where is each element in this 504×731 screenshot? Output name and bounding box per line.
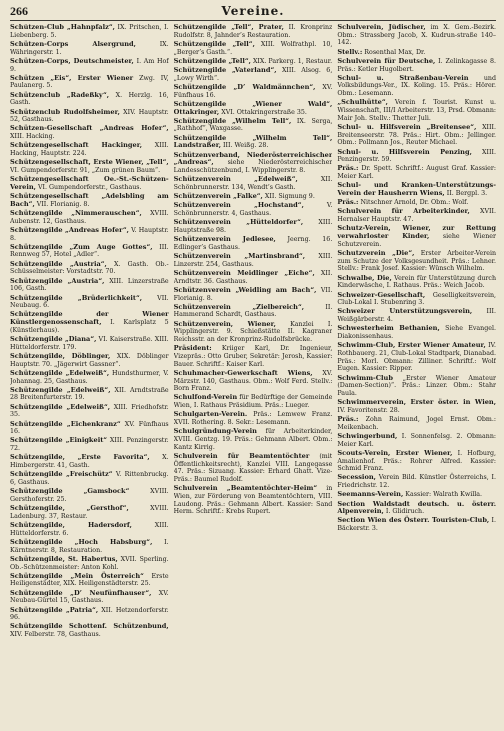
directory-entry [174,135,333,150]
entry-name: Schweizer Unterstützungsverein, [337,307,473,316]
directory-entry [10,623,169,638]
entry-text: Verein für Unterstützung durch Kinderwäsche, I. Rathaus. Präs.: Weich Jacob. [337,274,496,290]
entry-name: Schützengilde „Eichenkranz“ [10,419,121,428]
entry-text: VII. Neubaug. 6. [10,294,169,310]
entry-name: Schützengesellschaft Oe.-St.-Schützen-Verein, [10,175,169,191]
entry-name: Schützengilde „Edelweiß“, [10,368,110,377]
entry-name: Schulgründung-Verein [173,427,257,436]
entry-text: IV. Rothbauerg. 21, Club-Lokal Stadtpark, Dianabad. Präs.: Morl. Obmann: Zilliner. Schriftf.: Wolf Eugen. Kassier: Ripper. [337,342,496,373]
entry-text: X. Gasth. Ob.-Schüsselmeister: Vorstadtstr. 70. [10,260,169,276]
directory-entry [174,428,333,451]
directory-entry [174,24,333,39]
directory-entry [10,295,169,310]
entry-text: XII. Hetzendorferstr. 96. [10,606,169,622]
entry-text: Erste Heiligenstädter, XIX. Heiligenstädterstr. 25. [10,572,169,588]
directory-entry [337,292,496,307]
entry-text: (mit Öffentlichkeitsrecht), Kanzlei VIII. Langegasse 47. Präs.: Sizuang. Kassier: Erhard Ghatt. Vize-Präs.: Baumel Rudolf. [173,452,333,483]
directory-entry [337,399,496,414]
entry-name: Präs.: [337,164,359,173]
directory-entry [337,182,496,197]
entry-name: Präs.: [337,198,359,207]
entry-name: Schützengilde „Vaterland“, [173,66,277,75]
directory-entry [10,437,169,452]
directory-entry [10,159,169,174]
directory-entry [10,244,169,259]
entry-text: IX. Serga, „Rathhof“, Waxgasse. [173,117,333,133]
entry-name: Schutzverein „Die“, [337,248,415,257]
directory-entry [174,287,333,302]
entry-text: XV. Neubau-Gürtel 15, Gasthaus. [10,589,169,605]
entry-text: III. Weißg. 28. [223,142,269,150]
entry-name: Schützenverein Meidlinger „Eiche“, [173,268,315,277]
entry-text: siehe Niederösterreichischer Landesschützenbund, I. Wipplingerstr. 8. [173,159,333,174]
directory-entry [10,92,169,107]
entry-text: V. Rittenbruckg. 6, Gasthaus. [10,471,169,486]
entry-text: XVIII. Aubenstr. 12, Gasthaus. [10,209,169,225]
directory-entry [337,325,496,340]
entry-name: Schützengilde, Hadersdorf, [10,520,132,529]
entry-name: Schützengilde „Brüderlichkeit“, [10,293,143,302]
directory-entry [337,24,496,47]
directory-entry [337,275,496,290]
entry-name: Schul- und Kranken-Unterstützungs-Verein der Hausherrn Wiens, [337,181,496,198]
directory-entry [337,433,496,448]
directory-entry [174,321,333,344]
entry-name: Schützengilde „D’ Neufünfhauser“, [10,588,152,597]
entry-name: Schützengilde „Tell“, [173,56,251,65]
directory-entry [174,219,333,234]
directory-entry [337,501,496,516]
entry-name: Schützenverein, Wiener, [173,319,276,328]
directory-entry [174,370,333,393]
entry-text: I. Hofburg, Amalienhof. Präs.: Rohrer Alfred. Kassier: Schmid Franz. [337,449,496,473]
directory-entry [10,41,169,56]
entry-text: III. Weißgärberstr. 4. [337,308,496,324]
entry-name: Schützengilde „Diana“, [10,335,97,344]
entry-name: Schützengilde der Wiener Künstlergenossenschaft, [10,310,169,327]
entry-text: XIV. Hauptstr. 52, Gasthaus. [10,108,169,124]
entry-name: Schwingerbund, [337,431,398,440]
entry-text: XVII. Hernalser Hauptstr. 47. [337,208,496,224]
entry-name: Schutz-Verein, Wiener, zur Rettung verwahrloster Kinder, [337,224,496,241]
entry-text: XIX. Parkerg. 1, Restaur. [252,57,333,65]
entry-text: V. Schönbrunnerstr. 4, Gasthaus. [173,202,333,217]
entry-name: Schwimm-Club [337,373,393,382]
entry-text: I. Glidiruch. [385,508,425,516]
entry-name: Schützengilde „Tell“, [173,39,255,48]
directory-entry [174,270,333,285]
directory-entry [10,311,169,334]
entry-text: XIII. Linzerstr. 254, Gasthaus. [173,252,333,268]
entry-text: II. Bergpl. 3. [446,190,488,198]
entry-text: XIII. Breitenseerstr. 78. Präs.: Hirt. Obm.: Jellinger. Obm.: Pollmann Jos., Reuter Michael. [337,123,496,147]
entry-name: Schützenverein „Falke“, [173,192,263,201]
entry-text: „Erster Wiener Amateur (Damen-Section)“. Präs.: Linzer. Obm.: Stahr Paula. [337,374,496,397]
directory-entry [174,41,333,56]
entry-text: Rosenthal Max, Dr. [364,48,426,56]
directory-entry [174,152,333,175]
entry-name: Schützengilde Schottenf. Schützenbund, [10,622,169,631]
entry-name: Schulverein für Deutsche, [337,56,436,65]
entry-text: VI. Gumpendorferstr. 91, „Zum grünen Baum“. [10,166,161,174]
entry-text: XIII. Penzingerstr. 59. [337,148,496,164]
entry-name: Schützengilde „Gamsbock“ [10,487,130,496]
entry-name: Schützen-Gesellschaft „Andreas Hofer“, [10,124,169,133]
directory-entry [337,474,496,489]
directory-entry [174,394,333,409]
directory-entry [10,278,169,293]
entry-text: XII. Schönbrunnerstr. 134, Wendt’s Gasth. [173,176,333,191]
directory-entry [337,250,496,273]
entry-name: Schützengilde „Freischütz“ [10,470,113,479]
entry-text: XIII. Hütteldorferstr. 6. [10,521,169,537]
entry-name: Schützengilde, „Gersthof“, [10,504,129,513]
entry-name: Schützengilde „Austria“, [10,276,105,285]
entry-name: Stellv.: [337,47,363,56]
entry-name: Schützenverein „Hütteldorfer“, [173,218,304,227]
directory-entry [10,387,169,402]
entry-text: IX. Währingerstr. 1. [10,40,169,56]
entry-name: Schützengilde „Wilhelm Tell“, Landstraßer, [173,133,333,150]
directory-entry [10,590,169,605]
entry-name: Schützenverein „Weidling am Bach“, [173,285,317,294]
entry-text: I. Kärntnerstr. 8, Restauration. [10,538,169,554]
entry-text: Zwg. IV, Paulanerg. 5. [10,74,169,90]
page-title: Vereine. [221,4,285,18]
entry-text: Geselligkeitsverein, Club-Lokal I. Stubenring 3. [337,291,496,307]
entry-text: XIII. Wolfrathpl. 10, „Berger’s Gasth.“. [173,40,333,56]
entry-name: Schützengilde, Döblinger, [10,351,111,360]
entry-text: X. Herzlg. 16, Gasth. [10,91,169,107]
directory-entry [10,261,169,276]
entry-text: I. Am Hof 9. [10,57,169,73]
directory-entry [174,304,333,319]
entry-text: XVIII. Gersthoferstr. 25. [10,488,169,503]
entry-name: Schützengilde „Wilhelm Tell“, [173,116,292,125]
column-right [337,24,496,728]
entry-name: Schützenverein Jedlesee, [173,235,276,244]
directory-entry [174,118,333,133]
entry-name: Schützengilde „Zum Auge Gottes“, [10,242,153,251]
entry-text: XIII. Alsog. 6, „Lowy Wirth“. [173,67,333,82]
directory-entry [337,75,496,98]
directory-entry [174,193,333,201]
entry-text: XVIII. Ladenburg. 37, Restaur. [10,505,169,520]
directory-entry [174,58,333,66]
directory-entry [174,84,333,99]
entry-name: Schützengilde „Tell“, Prater, [173,24,284,31]
directory-entry [10,142,169,157]
entry-text: siehe Wiener Schutzverein. [337,233,496,248]
entry-name: Schützenclub „Radeßky“, [10,90,110,99]
directory-entry [10,471,169,486]
entry-text: XII. Sigmung 9. [264,193,315,201]
directory-entry [10,125,169,140]
entry-text: Nitschner Arnold, Dr. Obm.: Wolf. [360,199,469,207]
entry-name: Section Waldstadt deutsch. u. österr. Alpenverein, [337,499,496,516]
directory-entry [10,539,169,554]
entry-text: in Wien, zur Förderung von Beamtentöchtern, VIII. Laudong. Präs.: Gehmann Albert. Kassier: Sand Herm. Schriftf.: Krebs Rupert. [173,485,333,516]
entry-name: Präsident: [173,344,212,353]
entry-text: XIII. Hauptstraße 98. [173,219,333,234]
entry-name: Schützengilde „Einigkeit“ [10,436,108,445]
directory-entry [337,58,496,73]
directory-entry [174,411,333,426]
entry-text: für Bedürftige der Gemeinde Wien, I. Rathaus Präsidium. Präs.: Lueger. [173,394,333,410]
entry-name: Schützen-Corps, Deutschmeister, [10,56,134,65]
entry-text: I. Zelinkagasse 8. Präs.: Ketler Hugolbert. [337,57,496,73]
entry-text: II. Hammerand Schardt, Gasthaus. [173,303,333,319]
entry-text: VII. Florianig. 8. [173,286,333,302]
entry-text: XIII. Friedhofstr. 35. [10,403,169,419]
entry-name: Schützenverein „Martinsbrand“, [173,251,306,260]
entry-text: Präs.: Lemwew Franz. XVII. Rothering. 8. Sekr.: Lesemann. [173,411,333,427]
directory-entry [337,199,496,207]
entry-name: Schulverein für Arbeiterkinder, [337,207,470,216]
directory-entry [10,193,169,208]
entry-name: Schützengesellschaft Hackinger, [10,141,143,150]
entry-name: Scouts-Verein, Erster Wiener, [337,448,453,457]
directory-entry [10,353,169,368]
entry-name: Schützengilde, St. Habertus, [10,554,118,563]
entry-text: Verein Bild. Künstler Österreichs, I. Friedrichstr. 12. [337,474,496,490]
entry-name: Schützen „Eis“, Erster Wiener [10,73,134,82]
entry-name: Schützenclub Rudolfsheimer, [10,107,120,116]
column-middle [174,24,333,728]
directory-entry [337,149,496,164]
entry-name: Schützenverein „Zielbereich“, [173,302,305,311]
entry-text: XVII. Sperling. Ob.-Schützenmeister: Anton Kohl. [10,555,169,571]
entry-name: Schuhmacher-Gewerkschaft Wiens, [173,368,313,377]
entry-text: I. Bäckerstr. 3. [337,517,496,533]
entry-name: Schützengilde „Hoch Habsburg“, [10,537,153,546]
directory-entry [337,99,496,122]
directory-entry [10,58,169,73]
entry-name: Schützenverein „Hochstand“, [173,201,304,210]
directory-entry [10,24,169,39]
directory-entry [337,208,496,223]
entry-name: Schul- u. Hilfsverein Penzing, [337,147,472,156]
entry-name: Section Wien des Österr. Touristen-Club, [337,516,490,525]
entry-name: Schulverein, Jüdischer, [337,24,426,31]
directory-entry [337,416,496,431]
directory-entry [174,345,333,368]
directory-entry [337,225,496,248]
entry-text: II. Kronprinz Rudolfstr. 8, Jahnder’s Restauration. [173,24,333,39]
directory-entry [10,404,169,419]
entry-text: für Arbeiterkinder, XVIII. Gentzg. 19. Präs.: Gehmann Albert. Obm.: Kantz Kirrig. [173,428,333,451]
entry-text: XIX. Döblinger Hauptstr. 70. „Jägerwirt Gassner“. [10,352,169,368]
entry-text: VII. Florianig. 8. [36,200,90,208]
entry-name: Schützengilde „D’ Waldmännchen“, [173,82,316,91]
entry-name: Schulgarten-Verein. [173,410,248,419]
entry-name: Schützengilde „Nimmerauschen“, [10,208,142,217]
directory-entry [10,370,169,385]
directory-entry [10,488,169,503]
entry-text: XV. Märzstr. 140, Gasthaus. Obm.: Wolf Ferd. Stellv.: Born Franz. [173,369,333,393]
directory-entry [174,67,333,82]
directory-entry [10,176,169,191]
entry-text: Siehe Evangel. Diakonissenhaus. [337,325,496,341]
entry-text: im X. Gem.-Bezirk. Obm.: Strassberg Jacob, X. Kudrun-straße 140–142. [337,24,496,47]
entry-text: Zohn Raimund, Jogel Ernst. Obm.: Meikenbach. [337,416,496,431]
entry-text: Dr. Spett. Schriftf.: August Graf. Kassier: Meier Karl. [337,165,496,181]
entry-name: „Schulhütte“, [337,98,388,107]
entry-text: XIII. Penzingerstr. 72. [10,437,169,453]
entry-name: Präs.: [337,415,359,424]
entry-name: Seemanns-Verein, [337,490,404,499]
entry-text: IV. Favoritenstr. 28. [337,406,400,414]
entry-name: Schützenverein „Edelweiß“, [173,175,298,184]
entry-name: Schützengilde, „Erste Favorita“, [10,453,150,462]
entry-name: Schützen-Club „Hahnpfalz“, [10,24,115,31]
entry-name: Schützengilde „Austria“, [10,259,107,268]
entry-name: Schulverein „Beamtentöchter-Heim“ [173,484,318,493]
entry-text: III. Rennweg 57, Hotel „Adler“. [10,243,169,259]
entry-name: Schützengilde „Wiener Wald“, Ottakringer, [173,99,333,116]
columns [10,24,496,728]
directory-entry [337,124,496,147]
directory-entry [10,573,169,588]
entry-text: XV. Fünfhaus 16. [10,420,169,436]
directory-entry [10,505,169,520]
entry-name: Schweizer-Gesellschaft, [337,290,426,299]
directory-entry [10,227,169,242]
directory-entry [337,375,496,398]
entry-text: IX. Pritschen, I. Liebenberg. 5. [10,24,169,39]
directory-entry [337,165,496,180]
entry-text: und Volksbildungs-Ver., IX. Koling. 15. Präs.: Hörer. Obm.: Lesemann. [337,74,496,98]
directory-entry [174,101,333,116]
entry-name: Schwalbe, Die, [337,273,392,282]
entry-name: Schützengesellschaft „Adelsbling am Bach“, [10,192,169,208]
directory-entry [10,109,169,124]
entry-text: VI. Gumpendorferstr., Gasthaus. [37,183,142,191]
entry-text: Kanzlei I. Wipplingerstr. 9. Schießstätte II. Kagraner Reichsstr. an der Kronprinz-Rudolfsbrücke. [173,320,333,344]
directory-entry [10,556,169,571]
page-number: 266 [10,4,28,18]
entry-text: XIII. Hacking. [10,133,55,141]
entry-name: Schul- u. Straßenbau-Verein [337,73,469,82]
directory-entry [337,450,496,473]
entry-text: Verein f. Tourist. Kunst u. Wissenschaft, III/I Arbeiterstr. 13, Prsd. Obmann: Mair Joh. Stellv.: Thetter Juli. [337,99,496,122]
entry-name: Schwimmerverein, Erster öster. in Wien, [337,398,496,407]
entry-name: Schützen-Corps Alsergrund, [10,39,136,48]
entry-text: Kassier: Walrath Kwilla. [405,491,483,499]
directory-entry [174,253,333,268]
entry-name: Schützengesellschaft, Erste Wiener, „Tell“, [10,158,169,167]
directory-entry [174,202,333,217]
entry-name: Schwimm-Club, Erster Wiener Amateur, [337,341,486,350]
directory-entry [10,75,169,90]
entry-name: Schützenverband, Niederösterreichischer „Andreas“, [173,150,333,167]
entry-text: XVI. Ottakringerstraße 35. [221,108,307,116]
directory-entry [337,308,496,323]
entry-name: Secession, [337,473,376,482]
directory-entry [174,485,333,516]
directory-entry [337,49,496,57]
entry-name: Schützengilde „Andreas Hofer“, [10,225,129,234]
entry-text: XIII. Linzerstraße 106, Gasth. [10,277,169,293]
directory-entry [10,336,169,351]
directory-entry [337,342,496,373]
entry-text: Erster Arbeiter-Verein zum Schutze der Volksgesundheit. Präs.: Lehner. Stellv.: Frank Josef. Kassier: Wünsch Wilhelm. [337,249,496,273]
entry-name: Schulfond-Verein [173,393,238,402]
entry-text: I. Karlsplatz 5 (Künstlerhaus). [10,319,169,334]
entry-text: Kriiger Karl, Dr. Ingenieur, Vizepräs.: Otto Gruber, Sekretär: Jerosh, Kassier: Bauer. Schriftf.: Kaiser Karl. [173,345,333,368]
directory-entry [10,454,169,469]
directory-entry [10,210,169,225]
directory-entry [337,517,496,532]
entry-text: V. Hauptstr. 8. [10,226,169,242]
entry-text: X. Himbergerstr. 41, Gasth. [10,454,169,470]
directory-entry [174,236,333,251]
page-header [10,4,496,21]
entry-text: XIV. Felberstr. 78, Gasthaus. [10,631,101,639]
entry-text: Hundsthurmer, V. Johannag. 25, Gasthaus. [10,369,169,385]
entry-name: Schul- u. Hilfsverein „Breitensee“, [337,122,477,131]
entry-text: XV. Fünfhaus 16. [173,83,333,99]
directory-entry [10,522,169,537]
entry-text: XII. Arndtstr. 36. Gasthaus. [173,269,333,285]
directory-entry [174,176,333,191]
entry-name: Schwesterheim Bethanien, [337,324,440,333]
entry-text: Jeerng. 16. Edlinger’s Gasthaus. [173,236,333,251]
entry-name: Schulverein für Beamtentöchter [173,451,310,460]
entry-name: Schützengilde „Edelweiß“, [10,385,111,394]
entry-name: Schützengilde „Mein Österreich“ [10,571,144,580]
entry-text: VI. Kaiserstraße. XIII. Hütteldorferstr. 179. [10,336,169,351]
entry-text: XII. Arndtstraße 28 Breitenfurterstr. 19. [10,386,169,402]
entry-name: Schützengilde „Edelweiß“, [10,402,111,411]
entry-text: I. Sonnenfelsg. 2. Obmann: Meier Karl. [337,432,496,448]
directory-entry [10,607,169,622]
directory-entry [337,491,496,499]
entry-name: Schützengilde „Patria“, [10,605,99,614]
directory-entry [174,453,333,484]
directory-entry [10,421,169,436]
column-left [10,24,169,728]
entry-text: XIII. Hacking, Hauptstr. 224. [10,142,169,158]
